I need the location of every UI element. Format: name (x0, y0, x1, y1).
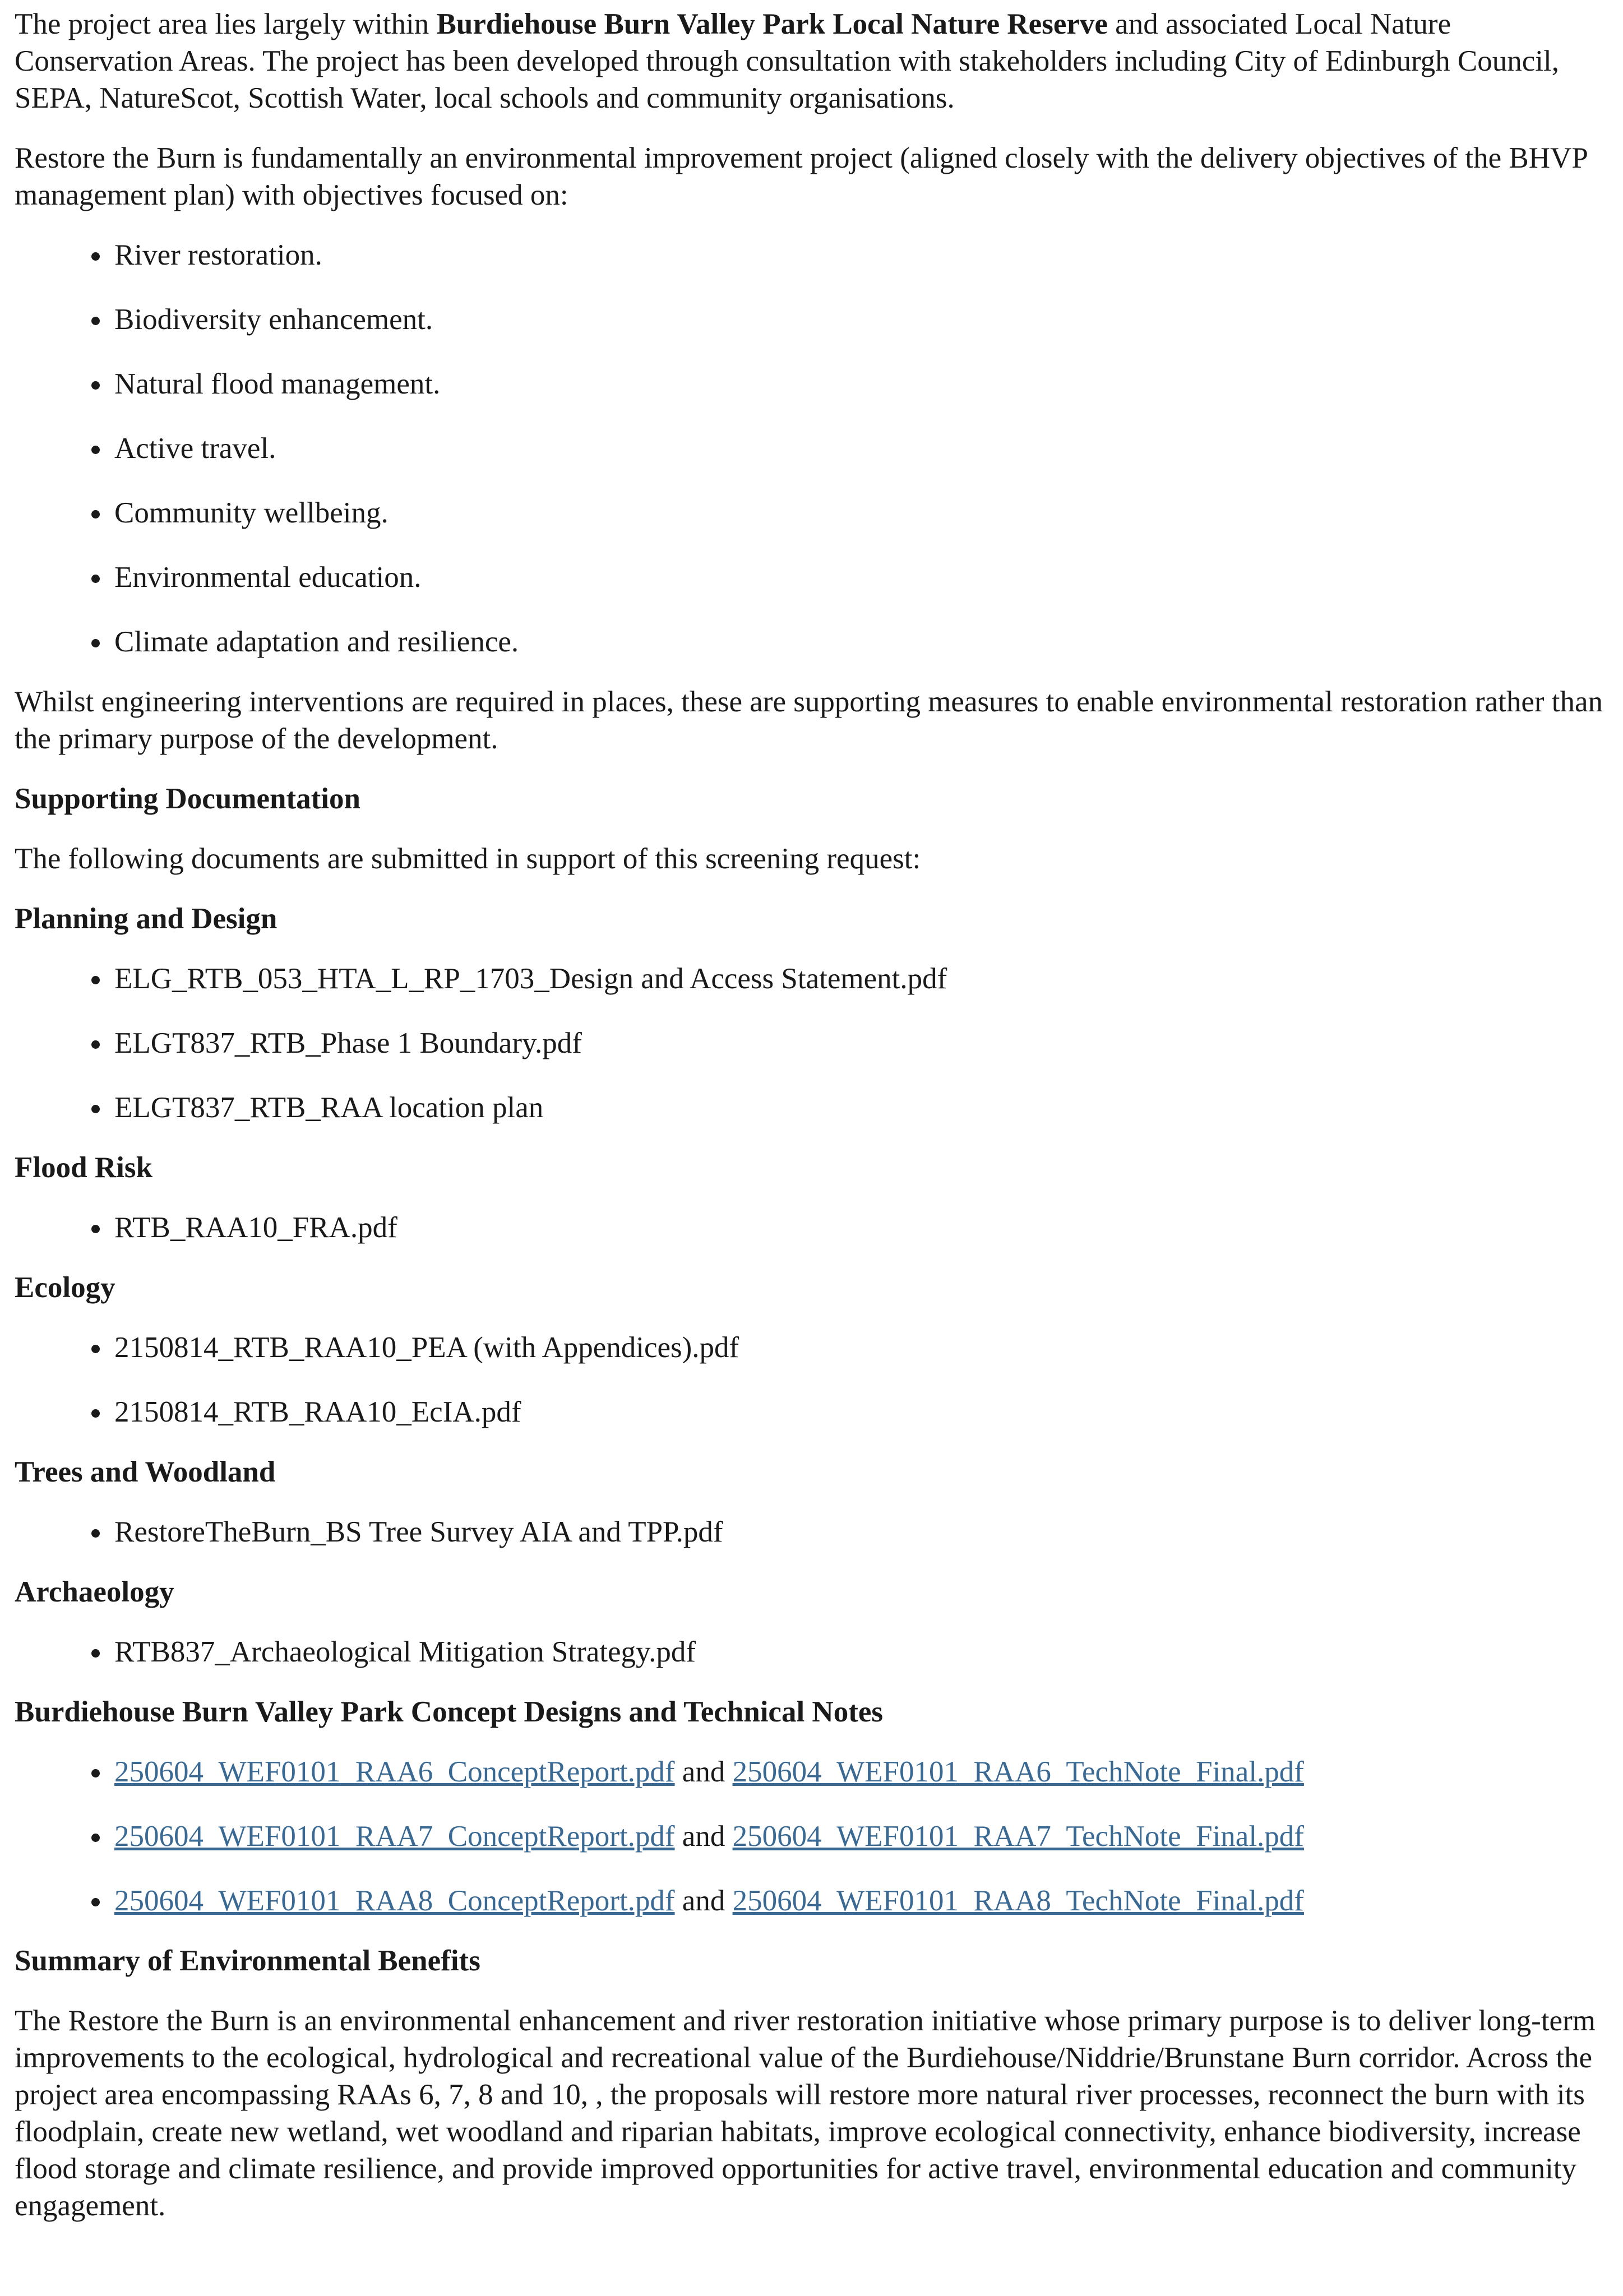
list-item: • Biodiversity enhancement. (112, 301, 1607, 338)
summary-heading: Summary of Environmental Benefits (15, 1945, 480, 1977)
planning-heading: Planning and Design (15, 902, 278, 935)
conjunction: and (674, 1885, 733, 1917)
list-item: • ELG_RTB_053_HTA_L_RP_1703_Design and Access Statement.pdf (112, 960, 1607, 997)
engineering-note: Whilst engineering interventions are required in places, these are supporting measures to enable environmental restoration rather than the primary purpose of the development. (15, 686, 1603, 755)
trees-heading: Trees and Woodland (15, 1456, 276, 1488)
summary-paragraph: The Restore the Burn is an environmental enhancement and river restoration initiative whose primary purpose is to deliver long-term improvements to the ecological, hydrological and recreational value of the Burdiehouse/Niddrie/Brunstane Burn corridor. Across the project area encompassing RAAs 6, 7, 8 and 10, , the proposals will restore more natural river processes, reconnect the burn with its floodplain, create new wetland, wet woodland and riparian habitats, improve ecological connectivity, enhance biodiversity, increase flood storage and climate resilience, and provide improved opportunities for active travel, environmental education and community engagement. (15, 2005, 1596, 2222)
list-item: • ELGT837_RTB_RAA location plan (112, 1089, 1607, 1126)
ecology-heading: Ecology (15, 1271, 115, 1304)
raa7-technote-link[interactable]: 250604_WEF0101_RAA7_TechNote_Final.pdf (732, 1820, 1304, 1853)
supporting-documentation-heading: Supporting Documentation (15, 783, 360, 815)
archaeology-heading: Archaeology (15, 1576, 174, 1608)
intro-text-pre: The project area lies largely within (15, 8, 437, 40)
list-item (112, 1882, 1607, 1919)
conjunction: and (674, 1756, 733, 1788)
list-item: • RTB_RAA10_FRA.pdf (112, 1209, 1607, 1246)
list-item: • RTB837_Archaeological Mitigation Strategy.pdf (112, 1633, 1607, 1670)
ecology-list (15, 1329, 1607, 1431)
list-item: • Natural flood management. (112, 365, 1607, 402)
list-item: • River restoration. (112, 237, 1607, 274)
list-item: • Active travel. (112, 430, 1607, 467)
list-item: • ELGT837_RTB_Phase 1 Boundary.pdf (112, 1025, 1607, 1062)
reserve-name: Burdiehouse Burn Valley Park Local Nature Reserve (436, 8, 1108, 40)
list-item: • Climate adaptation and resilience. (112, 623, 1607, 660)
list-item: • RestoreTheBurn_BS Tree Survey AIA and TPP.pdf (112, 1513, 1607, 1550)
raa6-concept-report-link[interactable]: 250604_WEF0101_RAA6_ConceptReport.pdf (114, 1756, 675, 1788)
raa7-concept-report-link[interactable]: 250604_WEF0101_RAA7_ConceptReport.pdf (114, 1820, 675, 1853)
list-item: • 2150814_RTB_RAA10_EcIA.pdf (112, 1394, 1607, 1431)
objectives-list (15, 237, 1607, 660)
list-item (112, 1753, 1607, 1790)
list-item (112, 1818, 1607, 1855)
list-item: • 2150814_RTB_RAA10_PEA (with Appendices).pdf (112, 1329, 1607, 1366)
supporting-intro: The following documents are submitted in support of this screening request: (15, 843, 921, 875)
list-item: • Environmental education. (112, 559, 1607, 596)
intro-paragraph (15, 6, 1607, 117)
raa8-technote-link[interactable]: 250604_WEF0101_RAA8_TechNote_Final.pdf (732, 1885, 1304, 1917)
trees-list (15, 1513, 1607, 1550)
intro-text-post: and associated Local Nature Conservation Areas. The project has been developed through consultation with stakeholders including City of Edinburgh Council, SEPA, NatureScot, Scottish Water, local schools and community organisations. (15, 8, 1559, 114)
flood-list (15, 1209, 1607, 1246)
flood-risk-heading: Flood Risk (15, 1151, 152, 1184)
conjunction: and (674, 1820, 733, 1853)
planning-list (15, 960, 1607, 1126)
concepts-heading: Burdiehouse Burn Valley Park Concept Designs and Technical Notes (15, 1696, 884, 1728)
objectives-intro: Restore the Burn is fundamentally an environmental improvement project (aligned closely with the delivery objectives of the BHVP management plan) with objectives focused on: (15, 142, 1587, 211)
concepts-list (15, 1753, 1607, 1919)
raa6-technote-link[interactable]: 250604_WEF0101_RAA6_TechNote_Final.pdf (732, 1756, 1304, 1788)
list-item: • Community wellbeing. (112, 494, 1607, 531)
raa8-concept-report-link[interactable]: 250604_WEF0101_RAA8_ConceptReport.pdf (114, 1885, 675, 1917)
archaeology-list (15, 1633, 1607, 1670)
